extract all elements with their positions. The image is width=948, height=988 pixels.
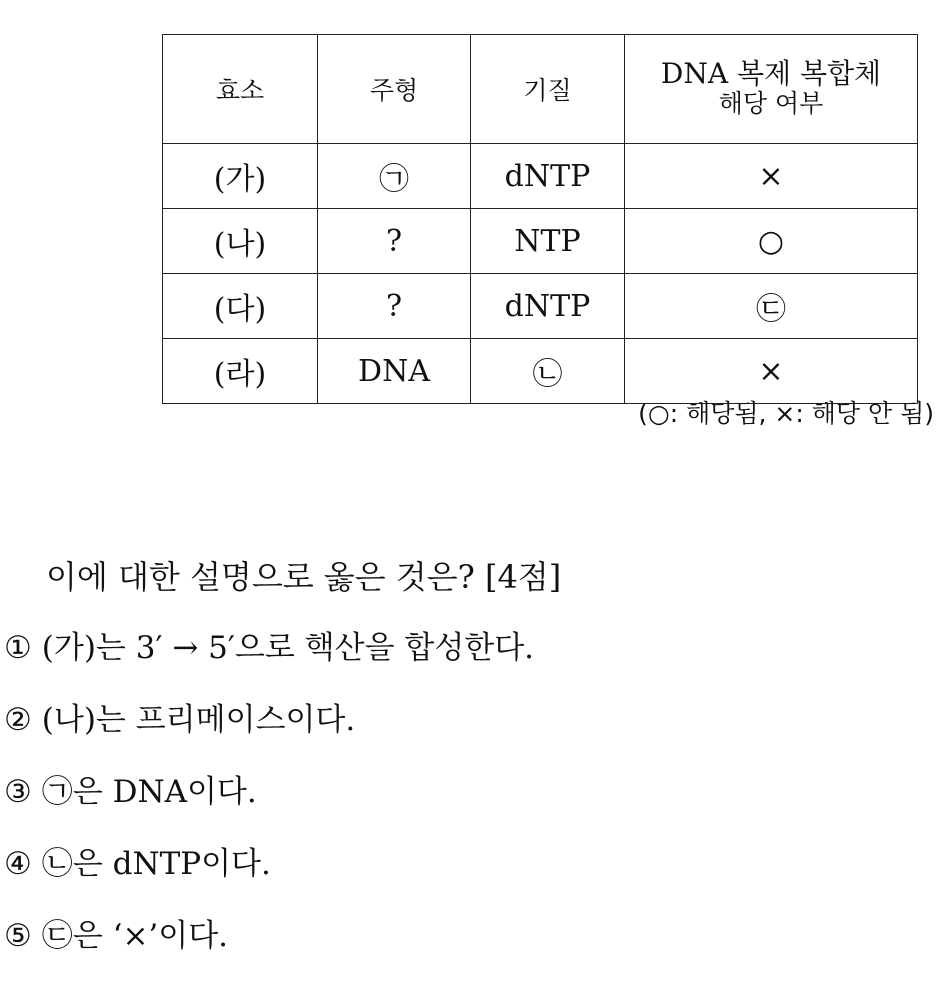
choice-number: ④: [4, 846, 32, 882]
table-row: [163, 209, 918, 274]
choice-5[interactable]: [4, 916, 534, 988]
cell-complex: ×: [625, 339, 918, 404]
answer-choices: [4, 628, 534, 988]
cell-template: ㉠: [318, 144, 471, 209]
table-header-row: [163, 35, 918, 144]
choice-1[interactable]: [4, 628, 534, 700]
cell-complex: ×: [625, 144, 918, 209]
cell-enzyme: (나): [163, 209, 318, 274]
choice-2[interactable]: [4, 700, 534, 772]
cell-complex: ○: [625, 209, 918, 274]
cell-template: ?: [318, 209, 471, 274]
choice-3[interactable]: [4, 772, 534, 844]
header-template: 주형: [318, 35, 471, 144]
table-row: [163, 274, 918, 339]
question-text: 이에 대한 설명으로 옳은 것은? [4점]: [46, 558, 562, 596]
choice-number: ①: [4, 630, 32, 666]
cell-template: ?: [318, 274, 471, 339]
choice-text: ㉡은 dNTP이다.: [41, 846, 271, 882]
table-legend: (○: 해당됨, ×: 해당 안 됨): [638, 399, 934, 428]
header-replication-complex: [625, 35, 918, 144]
cell-template: DNA: [318, 339, 471, 404]
header-substrate: 기질: [471, 35, 625, 144]
choice-text: ㉠은 DNA이다.: [41, 774, 257, 810]
cell-substrate: ㉡: [471, 339, 625, 404]
choice-text: ㉢은 ‘×’이다.: [41, 918, 229, 954]
cell-substrate: dNTP: [471, 274, 625, 339]
cell-enzyme: (다): [163, 274, 318, 339]
cell-substrate: NTP: [471, 209, 625, 274]
header-replication-complex-line2: 해당 여부: [718, 89, 824, 118]
choice-number: ③: [4, 774, 32, 810]
choice-4[interactable]: [4, 844, 534, 916]
choice-number: ②: [4, 702, 32, 738]
choice-text: (가)는 3′ → 5′으로 핵산을 합성한다.: [41, 630, 535, 666]
enzyme-table: [162, 34, 918, 404]
cell-substrate: dNTP: [471, 144, 625, 209]
table-row: [163, 144, 918, 209]
header-replication-complex-line1: DNA 복제 복합체: [660, 57, 882, 90]
cell-complex: ㉢: [625, 274, 918, 339]
cell-enzyme: (가): [163, 144, 318, 209]
choice-number: ⑤: [4, 918, 32, 954]
header-enzyme: 효소: [163, 35, 318, 144]
cell-enzyme: (라): [163, 339, 318, 404]
choice-text: (나)는 프리메이스이다.: [41, 702, 356, 738]
